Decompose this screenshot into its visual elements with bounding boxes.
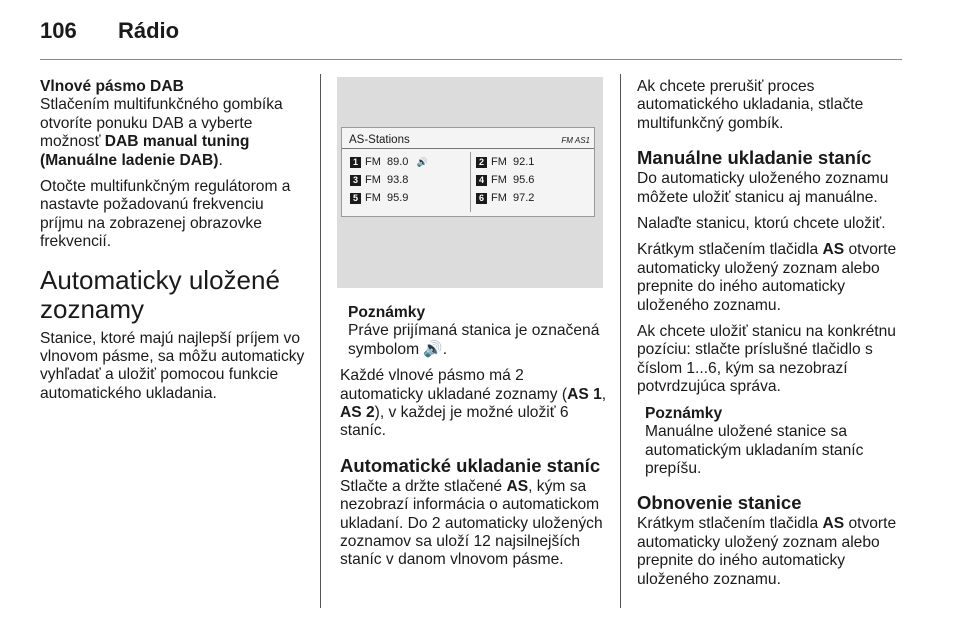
paragraph-interrupt: Ak chcete prerušiť proces automatického ukladania, stlačte multifunkčný gombík. xyxy=(637,78,864,132)
left-column xyxy=(40,78,310,411)
paragraph-restore: Krátkym stlačením tlačidla AS otvorte automaticky uložený zoznam alebo prepnite do iného automaticky uloženého zoznamu. xyxy=(637,515,897,588)
station-slot-3: 3 FM 93.8 xyxy=(350,174,468,190)
heading-dab-band: Vlnové pásmo DAB xyxy=(40,78,184,95)
paragraph-dab-menu: Stlačením multifunkčného gombíka otvoríte ponuku DAB a vyberte možnosť DAB manual tuning (Manuálne ladenie DAB). xyxy=(40,96,283,169)
station-slot-4: 4 FM 95.6 xyxy=(476,174,594,190)
heading-manual-save: Manuálne ukladanie staníc xyxy=(637,147,872,169)
station-slot-2: 2 FM 92.1 xyxy=(476,156,594,172)
display-title: AS-Stations xyxy=(349,134,410,146)
column-divider-1 xyxy=(320,74,321,608)
station-slot-1: 1 FM 89.0 🔊 xyxy=(350,156,468,172)
station-slot-5: 5 FM 95.9 xyxy=(350,192,468,208)
chapter-title: Rádio xyxy=(118,18,180,43)
paragraph-auto-save: Stlačte a držte stlačené AS, kým sa nezobrazí informácia o automatickom ukladaní. Do 2 automaticky uložených zoznamov sa uloží 12 najsilnejších staníc v danom vlnovom pásme. xyxy=(340,477,603,569)
station-slot-6: 6 FM 97.2 xyxy=(476,192,594,208)
as-stations-figure xyxy=(337,77,603,288)
paragraph-auto-search: Stanice, ktoré majú najlepší príjem vo vlnovom pásme, sa môžu automaticky vyhľadať a uložiť pomocou funkcie automatického ukladania. xyxy=(40,329,305,402)
heading-auto-save: Automatické ukladanie staníc xyxy=(340,454,601,476)
heading-restore: Obnovenie stanice xyxy=(637,492,802,514)
radio-display xyxy=(341,127,595,217)
dab-manual-tuning-label: DAB manual tuning (Manuálne ladenie DAB) xyxy=(40,133,250,169)
paragraph-two-lists: Každé vlnové pásmo má 2 automaticky ukladané zoznamy (AS 1, AS 2), v každej je možné uložiť 6 staníc. xyxy=(340,367,607,440)
paragraph-tune-station: Nalaďte stanicu, ktorú chcete uložiť. xyxy=(637,215,886,233)
speaker-icon: 🔊 xyxy=(416,157,428,167)
paragraph-manual-intro: Do automaticky uloženého zoznamu môžete uložiť stanicu aj manuálne. xyxy=(637,170,889,206)
paragraph-tune-frequency: Otočte multifunkčným regulátorom a nastavte požadovanú frekvenciu príjmu na zobrazenej obrazovke frekvencií. xyxy=(40,178,291,251)
page-number: 106 xyxy=(40,18,77,43)
page-header xyxy=(40,18,920,62)
note-current-station xyxy=(340,304,608,359)
right-column xyxy=(637,78,907,597)
note-title: Poznámky xyxy=(645,404,723,422)
heading-auto-lists: Automaticky uložené zoznamy xyxy=(40,264,280,324)
note-text: Manuálne uložené stanice sa automatickým ukladaním staníc prepíšu. xyxy=(645,423,864,477)
note-overwrite xyxy=(637,405,907,479)
note-title: Poznámky xyxy=(348,304,426,321)
paragraph-open-list: Krátkym stlačením tlačidla AS otvorte automaticky uložený zoznam alebo prepnite do iného automaticky uloženého zoznamu. xyxy=(637,241,897,314)
middle-column xyxy=(340,304,608,578)
paragraph-save-position: Ak chcete uložiť stanicu na konkrétnu pozíciu: stlačte príslušné tlačidlo s číslom 1...6, kým sa nezobrazí potvrdzujúca správa. xyxy=(637,323,896,396)
header-rule xyxy=(40,59,902,60)
column-divider-2 xyxy=(620,74,621,608)
note-text: Práve prijímaná stanica je označená symbolom 🔊. xyxy=(348,322,600,358)
display-band: FM AS1 xyxy=(561,136,590,145)
